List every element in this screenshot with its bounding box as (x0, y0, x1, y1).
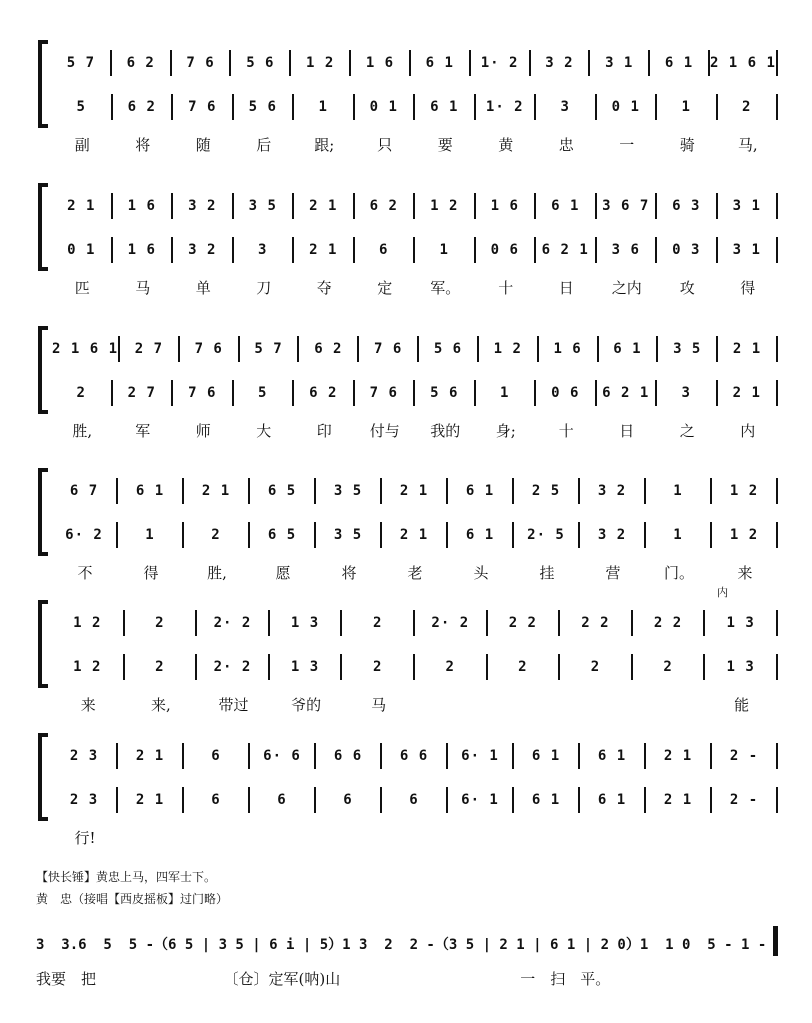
lyric-syllable (580, 827, 646, 849)
upper-staff (52, 476, 778, 506)
barline (776, 743, 778, 769)
lyric-syllable: 单 (195, 279, 211, 297)
barline (776, 787, 778, 813)
measure: 7 6 (188, 99, 217, 115)
measure: 6 5 (267, 527, 297, 543)
measure: 0 1 (611, 99, 640, 115)
measure: 7 6 (186, 55, 215, 71)
lyric-syllable: 爷的 (291, 696, 322, 714)
upper-staff (52, 48, 778, 78)
lyric-syllable (118, 827, 184, 849)
measure: 3 (258, 242, 268, 258)
measure: 7 6 (194, 341, 223, 357)
measure: 2 1 (732, 341, 762, 357)
barline (776, 380, 778, 406)
measure: 1 6 (365, 55, 395, 71)
lyric-syllable: 来, (151, 696, 171, 714)
lyric-syllable: 愿 (275, 564, 291, 582)
lyric-syllable: 师 (195, 422, 211, 440)
measure: 2 (155, 659, 165, 675)
measure: 6 3 (672, 198, 701, 214)
measure: 2 5 (531, 483, 561, 499)
measure: 6 (343, 792, 353, 808)
measure: 3 2 (545, 55, 574, 71)
lower-staff (52, 235, 778, 265)
measure: 3 2 (597, 483, 627, 499)
measure: 6 1 (551, 198, 580, 214)
system-bracket (38, 40, 42, 128)
lyric-syllable: 黄 (498, 136, 514, 154)
measure: 6 1 (465, 527, 495, 543)
measure: 2 7 (134, 341, 164, 357)
lyric-syllable: 不 (77, 564, 93, 582)
lyric-syllable (633, 694, 706, 716)
measure: 1 (145, 527, 155, 543)
lyric-line (52, 694, 778, 716)
measure: 6 6 (333, 748, 363, 764)
lyric-syllable: 之内 (611, 279, 642, 297)
lyric-syllable (448, 827, 514, 849)
measure: 1 3 (726, 615, 755, 631)
measure: 6 2 (126, 55, 155, 71)
measure: 6 1 (425, 55, 454, 71)
lyric-syllable: 得 (143, 564, 159, 582)
lyric-syllable (184, 827, 250, 849)
score-system (38, 326, 778, 440)
measure: 6 (409, 792, 419, 808)
measure: 7 6 (374, 341, 403, 357)
performance-mark: 内 (717, 586, 728, 599)
measure: 1 3 (290, 615, 320, 631)
measure: 6 6 (399, 748, 429, 764)
lower-staff (52, 378, 778, 408)
lyric-syllable: 门。 (663, 564, 694, 582)
lyric-syllable: 要 (437, 136, 453, 154)
measure: 6 1 (135, 483, 165, 499)
measure: 1· 2 (485, 99, 524, 115)
measure: 2 1 6 1 (52, 341, 119, 357)
measure: 6 2 (369, 198, 398, 214)
measure: 1 (439, 242, 449, 258)
measure: 2 2 (581, 615, 610, 631)
measure: 1 2 (73, 615, 102, 631)
final-notation: 3 3.6 5 5 -（6 5 | 3 5 | 6 i | 5）1 3 2 2 -（3 5 | 2 1 | 6 1 | 2 0）1 1 0 5 - 1 - (36, 937, 767, 953)
lyric-syllable (250, 827, 316, 849)
barline (776, 336, 778, 362)
lyric-syllable: 夺 (316, 279, 332, 297)
system-bracket (38, 326, 42, 414)
score-system (38, 586, 778, 714)
lyric-syllable: 带过 (218, 696, 249, 714)
measure: 1 6 (127, 242, 156, 258)
final-barline (773, 926, 778, 956)
measure: 2 (211, 527, 221, 543)
measure: 2 (663, 659, 673, 675)
measure: 2 - (729, 748, 759, 764)
measure: 2 (590, 659, 601, 675)
measure: 6 1 (597, 792, 627, 808)
measure: 6 2 1 (602, 385, 650, 401)
measure: 5 6 (248, 99, 277, 115)
lyric-syllable: 营 (605, 564, 621, 582)
measure: 5 7 (66, 55, 96, 71)
score-system (38, 468, 778, 582)
measure: 3 1 (732, 198, 761, 214)
measure: 6 2 1 (541, 242, 589, 258)
measure: 2 1 (135, 792, 165, 808)
lyric-syllable: 之 (679, 422, 695, 440)
measure: 1 2 (73, 659, 102, 675)
measure: 1 2 (306, 55, 335, 71)
measure: 2· 5 (527, 527, 565, 543)
lyric-syllable: 我的 (430, 422, 461, 440)
measure: 2 1 (732, 385, 761, 401)
measure: 2 1 6 1 (709, 55, 776, 71)
lyric-syllable: 跟; (314, 136, 335, 154)
lyric-syllable: 行! (74, 829, 96, 847)
lyric-syllable: 内 (740, 422, 756, 440)
lyric-syllable: 大 (256, 422, 272, 440)
measure: 1 (500, 385, 510, 401)
lyric-syllable: 印 (316, 422, 332, 440)
measure: 3 2 (188, 198, 217, 214)
measure: 0 6 (490, 242, 519, 258)
lyric-syllable: 刀 (256, 279, 272, 297)
measure: 6 1 (430, 99, 459, 115)
measure: 2 (445, 659, 455, 675)
measure: 3 5 (248, 198, 277, 214)
measure: 6 2 (127, 99, 156, 115)
measure: 3 5 (673, 341, 702, 357)
measure: 1 3 (726, 659, 755, 675)
measure: 1· 2 (480, 55, 519, 71)
measure: 6 2 (309, 385, 338, 401)
measure: 1 (673, 483, 683, 499)
lyric-syllable (514, 827, 580, 849)
upper-staff (52, 334, 778, 364)
lyric-syllable: 将 (341, 564, 357, 582)
measure: 2 7 (127, 385, 156, 401)
measure: 2 1 (663, 792, 693, 808)
upper-staff (52, 191, 778, 221)
lyric-syllable: 胜, (207, 564, 227, 582)
lyric-syllable: 能 (734, 696, 750, 714)
lyric-syllable: 随 (195, 136, 211, 154)
lower-staff (52, 520, 778, 550)
barline (776, 478, 778, 504)
upper-staff (52, 741, 778, 771)
lyric-syllable: 付与 (369, 422, 400, 440)
measure: 5 6 (430, 385, 459, 401)
measure: 2 3 (69, 748, 99, 764)
lower-staff (52, 785, 778, 815)
measure: 3 1 (605, 55, 634, 71)
system-bracket (38, 468, 42, 556)
score-system (38, 183, 778, 297)
lyric-syllable: 忠 (558, 136, 574, 154)
measure: 3 5 (333, 527, 363, 543)
lyric-syllable: 骑 (679, 136, 695, 154)
lyric-line (52, 562, 778, 584)
measure: 6 1 (597, 748, 627, 764)
measure: 6· 6 (263, 748, 301, 764)
score-system (38, 40, 778, 154)
measure: 5 (258, 385, 268, 401)
lyric-syllable: 军。 (430, 279, 461, 297)
barline (776, 522, 778, 548)
lyric-syllable: 将 (135, 136, 151, 154)
lyric-syllable: 得 (740, 279, 756, 297)
barline (776, 654, 778, 680)
lyric-syllable: 只 (377, 136, 393, 154)
measure: 5 6 (246, 55, 275, 71)
measure: 2 2 (653, 615, 683, 631)
measure: 6 1 (613, 341, 642, 357)
lyric-syllable: 后 (256, 136, 272, 154)
singer-direction: 黄 忠（接唱【西皮摇板】过门略） (36, 892, 229, 906)
measure: 5 (76, 99, 86, 115)
measure: 2 1 (663, 748, 693, 764)
lyric-syllable (488, 694, 561, 716)
measure: 2 (76, 385, 86, 401)
lyric-syllable: 十 (558, 422, 574, 440)
measure: 2· 2 (431, 615, 470, 631)
lyric-syllable: 一 (619, 136, 635, 154)
measure: 1 (673, 527, 683, 543)
system-bracket (38, 600, 42, 688)
lyric-syllable (382, 827, 448, 849)
lyric-syllable (646, 827, 712, 849)
measure: 1 (681, 99, 691, 115)
measure: 1 3 (290, 659, 320, 675)
lyric-syllable: 头 (473, 564, 489, 582)
measure: 3 6 (611, 242, 640, 258)
lower-staff (52, 92, 778, 122)
lyric-syllable: 马 (371, 696, 387, 714)
lyric-syllable (415, 694, 488, 716)
measure: 3 5 (333, 483, 363, 499)
measure: 2 1 (399, 527, 429, 543)
measure: 2 1 (309, 242, 338, 258)
measure: 3 6 7 (602, 198, 650, 214)
lyric-syllable: 来 (737, 564, 753, 582)
measure: 3 1 (732, 242, 761, 258)
lyric-syllable: 日 (619, 422, 635, 440)
measure: 2 (518, 659, 528, 675)
lyric-syllable: 军 (135, 422, 151, 440)
lyric-syllable: 攻 (679, 279, 695, 297)
score-system (38, 733, 778, 847)
lyric-syllable: 定 (377, 279, 393, 297)
measure: 2 2 (508, 615, 537, 631)
measure: 0 1 (67, 242, 96, 258)
measure: 3 (560, 99, 570, 115)
measure: 6 5 (267, 483, 297, 499)
barline (776, 237, 778, 263)
barline (776, 94, 778, 120)
measure: 2 (155, 615, 165, 631)
measure: 7 6 (369, 385, 398, 401)
upper-staff (52, 608, 778, 638)
measure: 0 1 (369, 99, 398, 115)
final-lyrics: 我要 把 〔仓〕定军(呐)山 一 扫 平。 (36, 970, 611, 988)
measure: 6· 1 (461, 748, 499, 764)
measure: 2 (372, 659, 383, 675)
lyric-syllable: 身; (495, 422, 516, 440)
measure: 6 1 (531, 748, 561, 764)
lyric-syllable: 副 (74, 136, 90, 154)
measure: 6 1 (531, 792, 561, 808)
barline (776, 610, 778, 636)
measure: 6 (277, 792, 287, 808)
system-bracket (38, 733, 42, 821)
measure: 2· 2 (213, 615, 252, 631)
measure: 6 1 (664, 55, 694, 71)
measure: 6 7 (69, 483, 99, 499)
measure: 1 2 (729, 527, 759, 543)
measure: 1 2 (729, 483, 759, 499)
measure: 3 2 (597, 527, 627, 543)
measure: 3 2 (188, 242, 217, 258)
measure: 2 1 (135, 748, 165, 764)
measure: 0 6 (551, 385, 580, 401)
measure: 2 (372, 615, 383, 631)
barline (776, 193, 778, 219)
measure: 2 1 (309, 198, 338, 214)
measure: 3 (681, 385, 691, 401)
measure: 2· 2 (213, 659, 252, 675)
lyric-syllable: 老 (407, 564, 423, 582)
lyric-syllable: 挂 (539, 564, 555, 582)
lyric-syllable (712, 827, 778, 849)
lyric-syllable (316, 827, 382, 849)
measure: 6· 2 (65, 527, 103, 543)
measure: 1 2 (493, 341, 522, 357)
measure: 6 (211, 748, 221, 764)
measure: 6 (379, 242, 389, 258)
lyric-syllable: 十 (498, 279, 514, 297)
measure: 7 6 (188, 385, 217, 401)
measure: 6 (211, 792, 221, 808)
measure: 2 1 (67, 198, 96, 214)
lyric-syllable: 匹 (74, 279, 90, 297)
measure: 1 6 (127, 198, 156, 214)
lyric-syllable: 日 (558, 279, 574, 297)
measure: 2 1 (399, 483, 429, 499)
measure: 2 - (729, 792, 759, 808)
barline (776, 50, 778, 76)
lyric-line (52, 420, 778, 442)
system-bracket (38, 183, 42, 271)
stage-direction: 【快长锤】黄忠上马，四军士下。 (36, 870, 217, 884)
measure: 6 2 (314, 341, 343, 357)
lyric-line (52, 827, 778, 849)
lyric-line (52, 134, 778, 156)
measure: 0 3 (672, 242, 701, 258)
lyric-syllable: 马 (135, 279, 151, 297)
measure: 5 7 (254, 341, 283, 357)
lyric-line (52, 277, 778, 299)
measure: 5 6 (433, 341, 463, 357)
lyric-syllable (560, 694, 633, 716)
measure: 1 6 (490, 198, 519, 214)
lyric-syllable: 胜, (72, 422, 93, 440)
measure: 6· 1 (461, 792, 499, 808)
measure: 2 3 (69, 792, 99, 808)
measure: 2 (742, 99, 752, 115)
measure: 6 1 (465, 483, 495, 499)
lower-staff (52, 652, 778, 682)
measure: 1 (318, 99, 328, 115)
lyric-syllable: 来 (80, 696, 96, 714)
measure: 1 2 (430, 198, 459, 214)
measure: 1 6 (553, 341, 582, 357)
measure: 2 1 (201, 483, 231, 499)
lyric-syllable: 马, (737, 136, 758, 154)
